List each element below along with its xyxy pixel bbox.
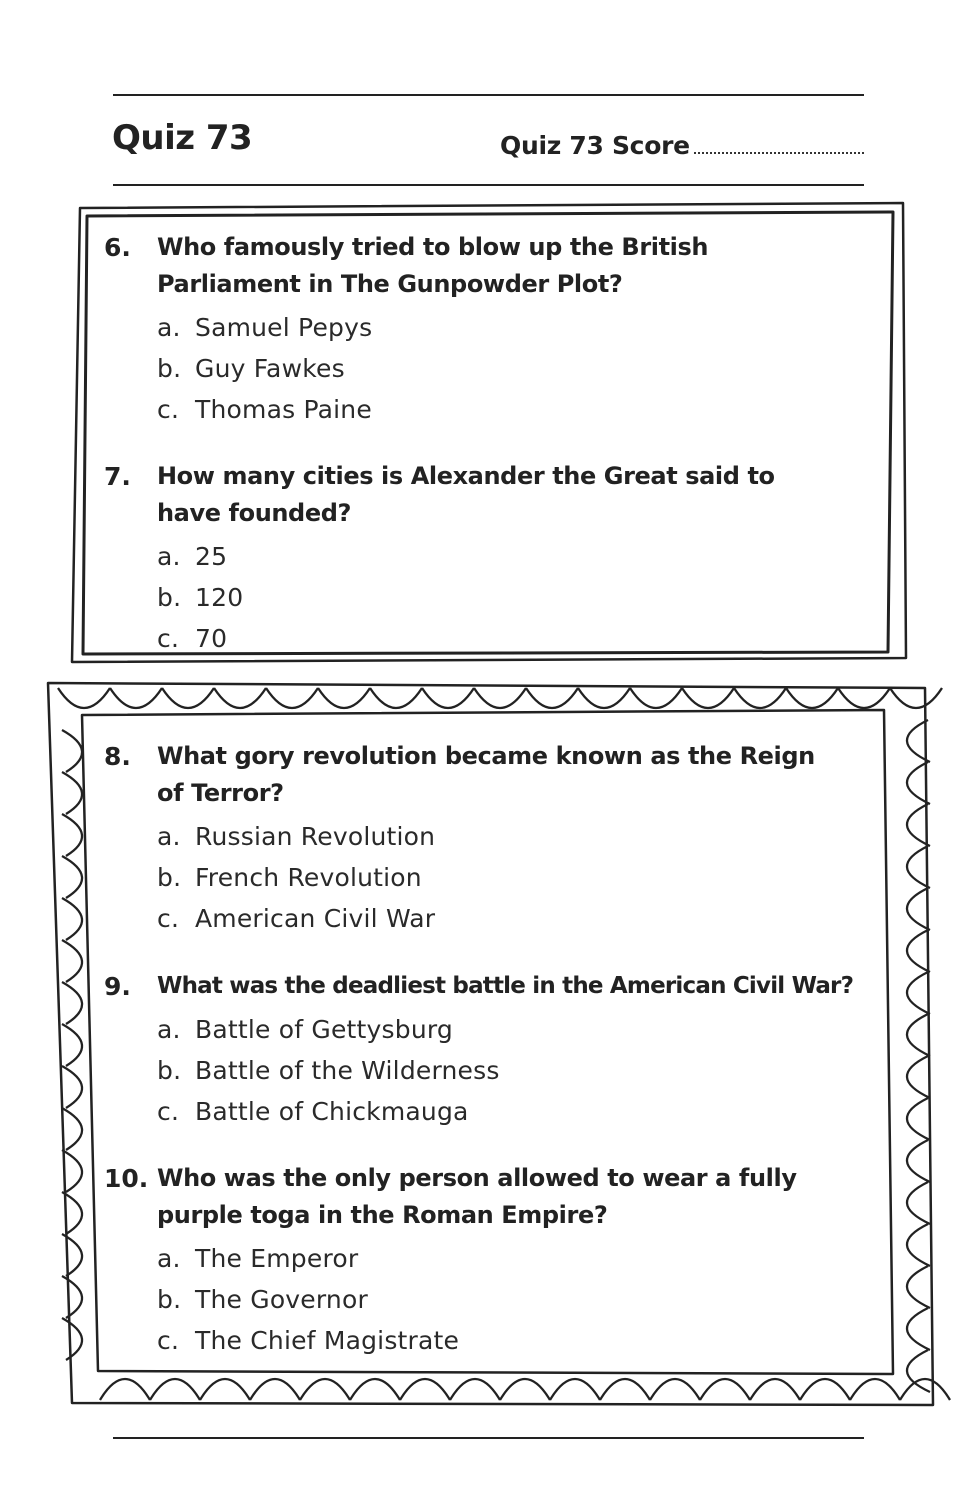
scallop-loop [786, 688, 838, 708]
option-letter: c. [157, 395, 180, 424]
scallop-loop [58, 688, 110, 708]
option-b [157, 577, 894, 618]
option-letter: b. [157, 863, 182, 892]
option-letter: b. [157, 583, 182, 612]
option-letter: b. [157, 354, 182, 383]
scallop-loop [250, 1379, 300, 1400]
option-letter: a. [157, 542, 181, 571]
option-a [157, 1009, 894, 1050]
scallop-loop [370, 688, 422, 708]
scallop-loop [62, 1234, 82, 1276]
question-7 [104, 458, 894, 659]
option-text: The Emperor [195, 1244, 359, 1273]
option-c [157, 1091, 894, 1132]
question-number: 9. [104, 972, 131, 1001]
question-text: Who famously tried to blow up the British Parliament in The Gunpowder Plot? [157, 233, 709, 298]
scallop-loop [214, 688, 266, 708]
scallop-loop [526, 688, 578, 708]
scallop-loop [150, 1379, 200, 1400]
scallop-loop [62, 1108, 82, 1150]
scallop-loop [550, 1379, 600, 1400]
scallop-loop [350, 1379, 400, 1400]
scallop-loop [578, 688, 630, 708]
option-a [157, 536, 894, 577]
option-letter: a. [157, 822, 181, 851]
option-c [157, 1320, 894, 1361]
question-text: What was the deadliest battle in the American Civil War? [157, 973, 854, 999]
option-text: Battle of Gettysburg [195, 1015, 453, 1044]
scallop-loop [907, 1056, 930, 1098]
scallop-loop [907, 972, 930, 1014]
options-list [104, 536, 894, 659]
option-letter: c. [157, 1097, 180, 1126]
scallop-loop [907, 1140, 930, 1182]
scallop-loop [600, 1379, 650, 1400]
scallop-loop [300, 1379, 350, 1400]
scallop-loop [100, 1379, 150, 1400]
option-text: Samuel Pepys [195, 313, 373, 342]
scallop-loop [62, 730, 82, 772]
scallop-loop [907, 1014, 930, 1056]
scallop-loop [422, 688, 474, 708]
scallop-loop [62, 772, 82, 814]
option-letter: c. [157, 1326, 180, 1355]
scallop-loop [62, 814, 82, 856]
options-list [104, 307, 894, 430]
question-text: Who was the only person allowed to wear a fully purple toga in the Roman Empire? [157, 1164, 797, 1229]
question-number: 6. [104, 233, 131, 262]
option-text: French Revolution [195, 863, 422, 892]
scallop-loop [62, 982, 82, 1024]
option-letter: a. [157, 1015, 181, 1044]
option-text: Guy Fawkes [195, 354, 345, 383]
option-b [157, 348, 894, 389]
scallop-loop [890, 688, 942, 708]
question-text: What gory revolution became known as the Reign of Terror? [157, 742, 815, 807]
scallop-loop [800, 1379, 850, 1400]
option-text: Russian Revolution [195, 822, 436, 851]
question-text: How many cities is Alexander the Great said to have founded? [157, 462, 775, 527]
option-letter: a. [157, 1244, 181, 1273]
option-a [157, 307, 894, 348]
option-b [157, 1050, 894, 1091]
scallop-loop [62, 1318, 82, 1360]
options-list [104, 1238, 894, 1361]
scallop-loop [200, 1379, 250, 1400]
scallop-loop [750, 1379, 800, 1400]
question-number: 10. [104, 1164, 149, 1193]
option-a [157, 1238, 894, 1279]
scallop-loop [110, 688, 162, 708]
option-c [157, 618, 894, 659]
option-c [157, 898, 894, 939]
options-list [104, 816, 894, 939]
option-text: 70 [195, 624, 228, 653]
option-b [157, 857, 894, 898]
scallop-loop [62, 940, 82, 982]
question-number: 7. [104, 462, 131, 491]
scallop-loop [318, 688, 370, 708]
option-text: Thomas Paine [195, 395, 372, 424]
option-letter: b. [157, 1285, 182, 1314]
quiz-title: Quiz 73 [112, 118, 253, 158]
scallop-loop [700, 1379, 750, 1400]
option-b [157, 1279, 894, 1320]
scallop-loop [500, 1379, 550, 1400]
scallop-loop [62, 1276, 82, 1318]
option-text: Battle of Chickmauga [195, 1097, 469, 1126]
scallop-loop [62, 898, 82, 940]
bottom-rule [113, 1437, 864, 1439]
option-text: 25 [195, 542, 228, 571]
scallop-loop [907, 1266, 930, 1308]
scallop-loop [907, 1182, 930, 1224]
option-text: The Chief Magistrate [195, 1326, 460, 1355]
scallop-loop [650, 1379, 700, 1400]
scallop-loop [62, 856, 82, 898]
score-label: Quiz 73 Score [500, 131, 690, 160]
scallop-loop [62, 1024, 82, 1066]
scallop-loop [62, 1066, 82, 1108]
option-letter: c. [157, 904, 180, 933]
option-c [157, 389, 894, 430]
scallop-loop [850, 1379, 900, 1400]
scallop-loop [474, 688, 526, 708]
option-letter: b. [157, 1056, 182, 1085]
scallop-loop [682, 688, 734, 708]
option-text: Battle of the Wilderness [195, 1056, 500, 1085]
scallop-loop [734, 688, 786, 708]
scallop-loop [838, 688, 890, 708]
scallop-loop [400, 1379, 450, 1400]
scallop-loop [907, 1224, 930, 1266]
question-number: 8. [104, 742, 131, 771]
scallop-loop [907, 1098, 930, 1140]
scallop-loop [907, 1308, 930, 1350]
option-text: The Governor [195, 1285, 368, 1314]
option-text: 120 [195, 583, 244, 612]
question-9 [104, 968, 894, 1132]
scallop-loop [630, 688, 682, 708]
question-10 [104, 1160, 894, 1361]
question-6 [104, 229, 894, 430]
option-a [157, 816, 894, 857]
scallop-loop [162, 688, 214, 708]
scallop-loop [266, 688, 318, 708]
option-text: American Civil War [195, 904, 436, 933]
option-letter: c. [157, 624, 180, 653]
question-8 [104, 738, 894, 939]
options-list [104, 1009, 894, 1132]
option-letter: a. [157, 313, 181, 342]
scallop-loop [450, 1379, 500, 1400]
